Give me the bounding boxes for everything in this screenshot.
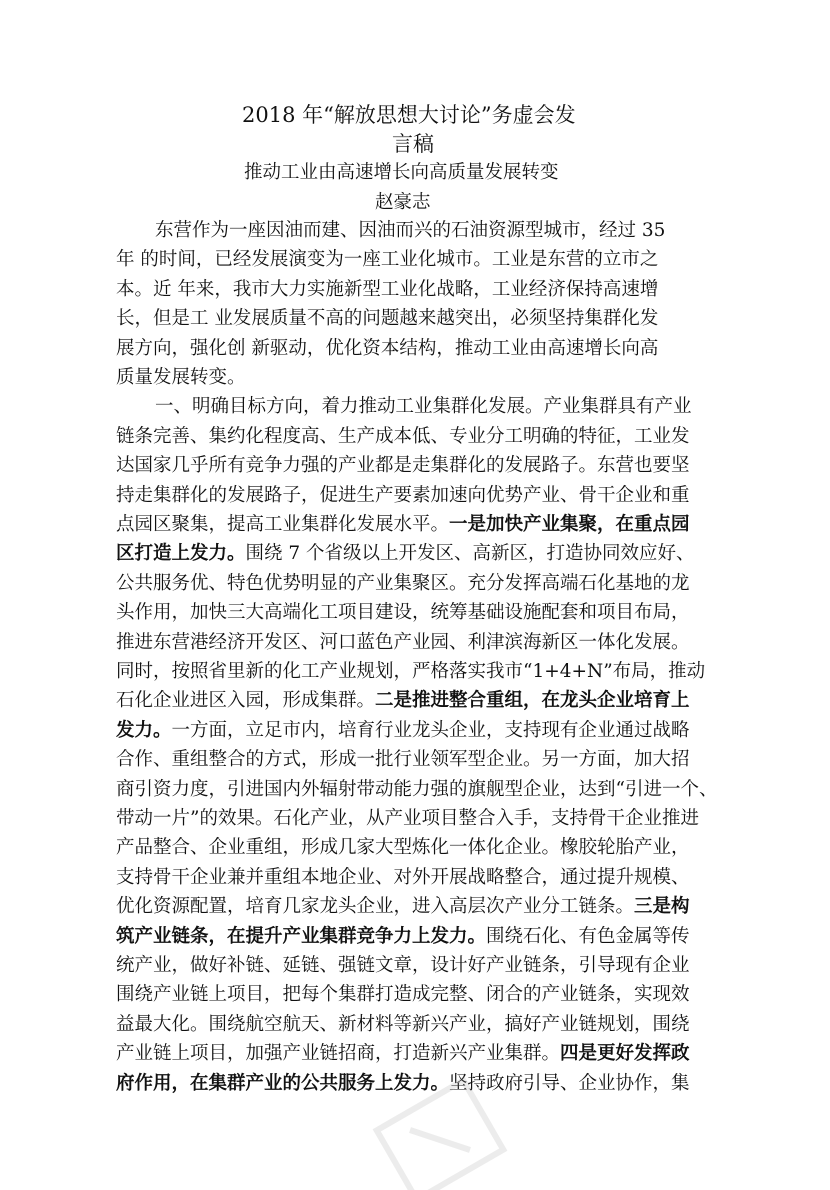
text-segment: 益最大化。围绕航空航天、新材料等新兴产业，搞好产业链规划，围绕 [116,1013,690,1035]
text-segment: 展方向，强化创 新驱动，优化资本结构，推动工业由高速增长向高 [116,337,659,359]
text-segment: 围绕石化、有色金属等传 [486,925,690,947]
text-segment: 一、明确目标方向，着力推动工业集群化发展。产业集群具有产业 [155,396,692,418]
body-text-line [116,719,714,743]
body-text-line [116,748,714,772]
document-title-line-2: 言稿 [392,132,434,156]
body-text-line [116,925,714,949]
bold-text-segment: 三是构 [634,896,690,918]
text-segment: 围绕 7 个省级以上开发区、高新区，打造协同效应好、 [245,543,695,565]
text-segment: 同时，按照省里新的化工产业规划，严格落实我市“1+4+N”布局，推动 [116,661,706,682]
body-text-line [116,572,714,596]
text-segment: 坚持政府引导、企业协作，集 [449,1072,690,1094]
text-segment: 优化资源配置，培育几家龙头企业，进入高层次产业分工链条。 [116,896,635,918]
bold-text-segment: 府作用，在集群产业的公共服务上发力。 [116,1072,450,1094]
document-subtitle: 推动工业由高速增长向高质量发展转变 [244,162,559,183]
body-text-line [116,366,714,390]
body-text-line [155,219,714,243]
text-segment: 公共服务优、特色优势明显的产业集聚区。充分发挥高端石化基地的龙 [116,572,690,594]
text-segment: 质量发展转变。 [116,367,246,388]
body-text-line [116,307,714,331]
text-segment: 长，但是工 业发展质量不高的问题越来越突出，必须坚持集群化发 [116,308,659,330]
text-segment: 头作用，加快三大高端化工项目建设，统筹基础设施配套和项目布局， [116,602,690,624]
body-text-line [116,631,714,655]
text-segment: 带动一片”的效果。石化产业，从产业项目整合入手，支持骨干企业推进 [116,808,699,829]
body-text-line [116,513,714,537]
body-text-line [116,689,714,713]
body-text-line [116,895,714,919]
bold-text-segment: 筑产业链条，在提升产业集群竞争力上发力。 [116,925,487,947]
text-segment: 年 的时间，已经发展演变为一座工业化城市。工业是东营的立市之 [116,249,659,271]
body-text-line [116,454,714,478]
body-text-line [116,484,714,508]
body-text-line [116,248,714,272]
body-text-line [116,983,714,1007]
body-text-line [116,601,714,625]
body-text-line [116,836,714,860]
body-text-line [116,542,714,566]
body-text-line [116,1013,714,1037]
text-segment: 支持骨干企业兼并重组本地企业、对外开展战略整合，通过提升规模、 [116,866,690,888]
text-segment: 点园区聚集，提高工业集群化发展水平。 [116,514,450,535]
body-text-line [116,954,714,978]
text-segment: 产业链上项目，加强产业链招商，打造新兴产业集群。 [116,1043,561,1065]
text-segment: 围绕产业链上项目，把每个集群打造成完整、闭合的产业链条，实现效 [116,984,690,1006]
text-segment: 统产业，做好补链、延链、强链文章，设计好产业链条，引导现有企业 [116,955,690,976]
body-text-line [116,1042,714,1066]
text-segment: 合作、重组整合的方式，形成一批行业领军型企业。另一方面，加大招 [116,749,690,771]
bold-text-segment: 发力。 [116,719,172,741]
document-author: 赵豪志 [375,192,431,213]
bold-text-segment: 一是加快产业集聚，在重点园 [449,514,690,535]
body-text-line [116,337,714,361]
bold-text-segment: 区打造上发力。 [116,543,246,565]
text-segment: 推进东营港经济开发区、河口蓝色产业园、利津滨海新区一体化发展。 [116,631,690,653]
body-text-line [155,395,714,419]
text-segment: 持走集群化的发展路子，促进生产要素加速向优势产业、骨干企业和重 [116,484,690,506]
bold-text-segment: 四是更好发挥政 [560,1043,690,1065]
watermark-icon [330,1070,550,1190]
text-segment: 石化企业进区入园，形成集群。 [116,690,376,712]
document-title-line-1: 2018 年“解放思想大讨论”务虚会发 [242,103,576,127]
text-segment: 东营作为一座因油而建、因油而兴的石油资源型城市，经过 35 [155,220,666,241]
text-segment: 本。近 年来，我市大力实施新型工业化战略，工业经济保持高速增 [116,278,659,300]
body-text-line [116,278,714,302]
text-segment: 商引资力度，引进国内外辐射带动能力强的旗舰型企业，达到“引进一个、 [116,778,718,800]
body-text-line [116,660,714,684]
body-text-line [116,778,718,802]
body-text-line [116,866,714,890]
body-text-line [116,807,714,831]
text-segment: 达国家几乎所有竞争力强的产业都是走集群化的发展路子。东营也要坚 [116,455,690,477]
text-segment: 一方面，立足市内，培育行业龙头企业，支持现有企业通过战略 [171,719,690,741]
text-segment: 产品整合、企业重组，形成几家大型炼化一体化企业。橡胶轮胎产业， [116,837,690,859]
bold-text-segment: 二是推进整合重组，在龙头企业培育上 [375,690,690,712]
body-text-line [116,425,714,449]
text-segment: 链条完善、集约化程度高、生产成本低、专业分工明确的特征，工业发 [116,425,690,447]
